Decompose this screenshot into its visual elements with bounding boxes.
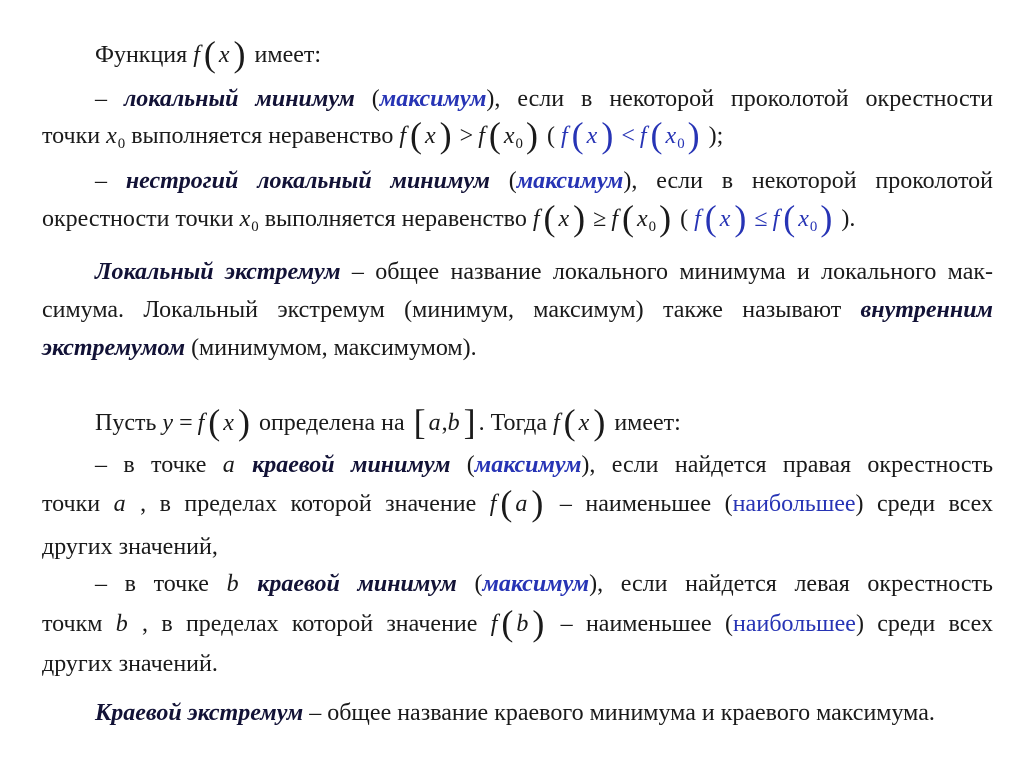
math-variable: f xyxy=(694,206,701,232)
emphasized-term: максимум xyxy=(379,86,487,112)
math-bracket: ( xyxy=(203,34,216,74)
math-subscript: 0 xyxy=(515,136,523,153)
text-line xyxy=(42,527,218,567)
emphasized-term: максимум xyxy=(516,168,624,194)
text-run: имеет: xyxy=(608,410,681,436)
math-bracket: ( xyxy=(488,115,501,155)
math-variable: x xyxy=(218,42,230,68)
text-run: Пусть xyxy=(95,410,163,436)
math-subscript: 0 xyxy=(809,219,818,236)
text-line xyxy=(42,116,723,156)
text-run: – xyxy=(95,168,126,194)
math-variable: x xyxy=(106,123,117,149)
math-variable: a xyxy=(515,491,528,517)
math-variable: x xyxy=(558,206,570,232)
math-variable: f xyxy=(490,611,498,637)
text-run: ), если в некоторой проколотой окрестности xyxy=(486,86,994,112)
text-run: выполняется неравенство xyxy=(258,206,533,232)
math-variable: f xyxy=(553,410,560,436)
text-run: (минимумом, максимумом). xyxy=(185,335,477,361)
text-run: . Тогда xyxy=(478,410,553,436)
text-run: – наименьшее ( xyxy=(547,611,733,637)
math-bracket: ) xyxy=(525,115,538,155)
math-variable: f xyxy=(193,42,200,68)
math-operator: ≤ xyxy=(754,206,768,232)
math-variable: f xyxy=(399,123,407,149)
math-bracket: ( xyxy=(571,115,584,155)
math-bracket: ( xyxy=(208,402,221,442)
math-bracket: ) xyxy=(531,483,544,523)
math-bracket: ) xyxy=(687,115,700,155)
text-run: – в точке xyxy=(95,452,223,478)
math-variable: x xyxy=(719,206,731,232)
math-variable: x xyxy=(223,410,234,436)
math-variable: b xyxy=(115,611,128,637)
text-line xyxy=(95,693,935,733)
math-variable: x xyxy=(239,206,251,232)
text-line xyxy=(42,484,993,524)
math-variable: f xyxy=(478,123,485,149)
math-variable: x xyxy=(586,123,598,149)
math-bracket: ) xyxy=(237,402,250,442)
text-run: ( xyxy=(674,206,695,232)
text-run: ). xyxy=(835,206,856,232)
text-run: – наименьшее ( xyxy=(546,491,733,517)
math-operator: < xyxy=(621,123,635,149)
math-operator: = xyxy=(179,410,193,436)
text-line xyxy=(95,445,993,485)
text-run: Функция xyxy=(95,42,194,68)
emphasized-term: локальный минимум xyxy=(123,86,355,112)
text-line xyxy=(42,644,218,684)
emphasized-term: экстремумом xyxy=(42,335,186,361)
math-variable: f xyxy=(639,123,647,149)
math-variable: f xyxy=(197,410,205,436)
math-variable: x xyxy=(798,206,809,232)
text-run: окрестности точки xyxy=(42,206,240,232)
math-bracket: ) xyxy=(233,34,246,74)
text-run: имеет: xyxy=(248,42,322,68)
text-run: точкм xyxy=(42,611,116,637)
math-bracket: [ xyxy=(413,402,426,442)
text-run: ( xyxy=(456,571,483,597)
emphasized-term: краевой минимум xyxy=(235,452,451,478)
text-run: – в точке xyxy=(95,571,227,597)
math-bracket: ) xyxy=(734,198,747,238)
math-bracket: ) xyxy=(439,115,452,155)
text-run: ( xyxy=(354,86,380,112)
text-run: других значений. xyxy=(42,651,218,677)
math-bracket: ) xyxy=(532,603,545,643)
emphasized-term: максимум xyxy=(474,452,582,478)
emphasized-term: внутренним xyxy=(860,297,993,323)
text-line xyxy=(42,199,855,239)
math-bracket: ( xyxy=(501,603,514,643)
math-operator: ≥ xyxy=(593,206,607,232)
math-bracket: ] xyxy=(463,402,476,442)
math-bracket: ( xyxy=(410,115,423,155)
math-bracket: ) xyxy=(820,198,833,238)
math-variable: x xyxy=(665,123,677,149)
text-run: наибольшее xyxy=(732,611,856,637)
math-bracket: ( xyxy=(500,483,513,523)
text-run: ), если в некоторой проколотой xyxy=(623,168,993,194)
math-bracket: ( xyxy=(543,198,556,238)
math-bracket: ( xyxy=(783,198,796,238)
text-line xyxy=(42,328,477,368)
text-run: других значений, xyxy=(42,534,218,560)
math-variable: f xyxy=(772,206,780,232)
text-run: , в пределах которой значение xyxy=(126,491,490,517)
math-variable: x xyxy=(637,206,648,232)
text-run: – общее название локального минимума и локального мак- xyxy=(340,259,993,285)
text-run: ), если найдется левая окрестность xyxy=(589,571,993,597)
text-line xyxy=(42,290,993,330)
math-bracket: ( xyxy=(650,115,663,155)
math-variable: b xyxy=(447,410,460,436)
math-variable: y xyxy=(162,410,174,436)
math-bracket: ( xyxy=(622,198,634,238)
math-subscript: 0 xyxy=(117,136,126,153)
text-line xyxy=(95,35,321,75)
math-variable: b xyxy=(516,611,529,637)
text-line xyxy=(95,252,993,292)
math-subscript: 0 xyxy=(677,136,685,153)
math-variable: x xyxy=(578,410,590,436)
math-bracket: ) xyxy=(659,198,672,238)
text-line xyxy=(42,604,993,644)
math-variable: f xyxy=(532,206,540,232)
math-bracket: ) xyxy=(601,115,614,155)
math-variable: a xyxy=(222,452,235,478)
math-variable: f xyxy=(611,206,618,232)
text-run: ), если найдется правая окрестность xyxy=(581,452,994,478)
text-run: , xyxy=(441,410,448,436)
math-variable: f xyxy=(489,491,497,517)
math-variable: x xyxy=(425,123,436,149)
math-variable: a xyxy=(113,491,126,517)
text-run: – xyxy=(95,86,124,112)
text-run: , в пределах которой значение xyxy=(128,611,491,637)
math-operator: > xyxy=(459,123,474,149)
text-line xyxy=(95,564,993,604)
math-variable: x xyxy=(503,123,515,149)
text-run: симума. Локальный экстремум (минимум, максимум) также называют xyxy=(42,297,861,323)
text-run: точки xyxy=(42,123,107,149)
emphasized-term: краевой минимум xyxy=(239,571,457,597)
text-line xyxy=(95,79,993,119)
math-variable: b xyxy=(226,571,239,597)
emphasized-term: Локальный экстремум xyxy=(95,259,341,285)
text-run: ) среди всех xyxy=(855,491,993,517)
text-line xyxy=(95,403,681,443)
math-bracket: ) xyxy=(593,402,606,442)
text-run: ) среди всех xyxy=(855,611,994,637)
math-bracket: ( xyxy=(563,402,576,442)
text-run: ( xyxy=(450,452,475,478)
math-subscript: 0 xyxy=(648,219,657,236)
emphasized-term: Краевой экстремум xyxy=(95,700,304,726)
emphasized-term: максимум xyxy=(482,571,590,597)
text-run: выполняется неравенство xyxy=(125,123,400,149)
text-run: ( xyxy=(540,123,561,149)
text-run: наибольшее xyxy=(732,491,856,517)
emphasized-term: нестрогий локальный минимум xyxy=(125,168,490,194)
text-run: определена на xyxy=(252,410,411,436)
math-variable: a xyxy=(428,410,441,436)
math-bracket: ( xyxy=(704,198,717,238)
math-variable: f xyxy=(560,123,568,149)
math-subscript: 0 xyxy=(251,219,259,236)
text-line xyxy=(95,161,993,201)
text-run: точки xyxy=(42,491,114,517)
math-bracket: ) xyxy=(573,198,586,238)
text-run: – общее название краевого минимума и краевого максимума. xyxy=(303,700,935,726)
text-run: ); xyxy=(702,123,724,149)
text-run: ( xyxy=(489,168,517,194)
